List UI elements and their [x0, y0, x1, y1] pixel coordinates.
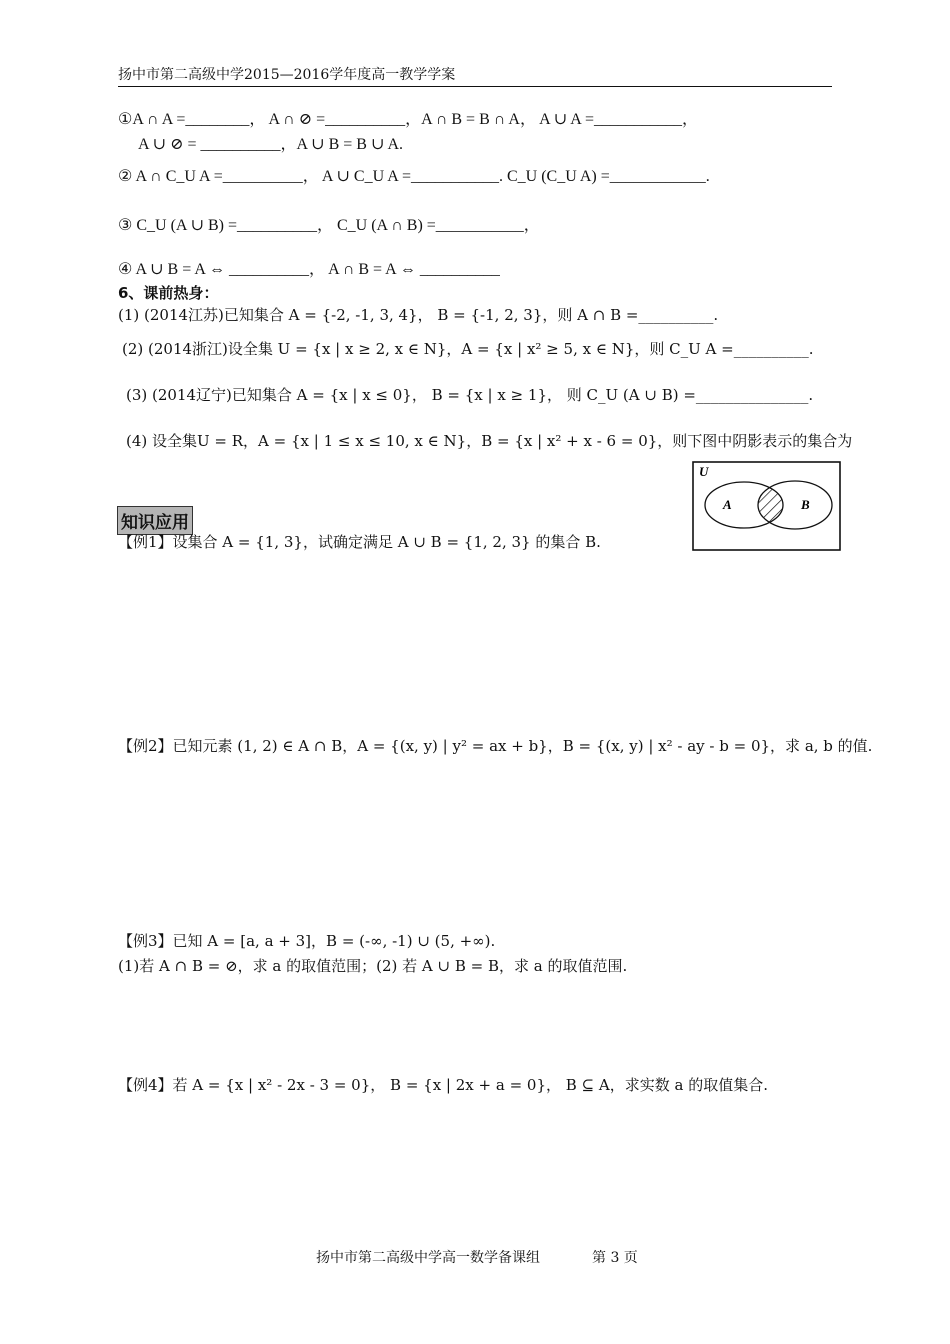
set-a-label: A	[723, 497, 732, 512]
footer-group: 扬中市第二高级中学高一数学备课组	[316, 1250, 540, 1266]
universe-label: U	[699, 464, 709, 479]
example-2: 【例2】已知元素 (1, 2) ∈ A ∩ B，A = {(x, y) | y² = ax + b}，B = {(x, y) | x² - ay - b = 0}，求 a, b 的值.	[118, 737, 873, 755]
header-rule	[118, 86, 832, 87]
formula-row-2: ② A ∩ C_U A =__________， A ∪ C_U A =___________. C_U (C_U A) =____________.	[118, 168, 710, 185]
example-4: 【例4】若 A = {x | x² - 2x - 3 = 0}， B = {x | 2x + a = 0}， B ⊆ A，求实数 a 的取值集合.	[118, 1076, 768, 1094]
warmup-question-4: (4) 设全集U = R，A = {x | 1 ≤ x ≤ 10, x ∈ N}，B = {x | x² + x - 6 = 0}，则下图中阴影表示的集合为	[126, 432, 853, 450]
example-1: 【例1】设集合 A = {1, 3}，试确定满足 A ∪ B = {1, 2, 3} 的集合 B.	[118, 533, 601, 551]
page-number: 第 3 页	[592, 1250, 638, 1266]
formula-row-1: ①A ∩ A =________， A ∩ ⊘ =__________，A ∩ B = B ∩ A， A ∪ A =___________，	[118, 111, 698, 128]
formula-row-1b: A ∪ ⊘ = __________，A ∪ B = B ∪ A.	[138, 136, 404, 153]
formula-row-3: ③ C_U (A ∪ B) =__________， C_U (A ∩ B) =___________，	[118, 217, 540, 234]
warmup-question-2: (2) (2014浙江)设全集 U = {x | x ≥ 2, x ∈ N}，A = {x | x² ≥ 5, x ∈ N}，则 C_U A =__________.	[122, 340, 814, 358]
warmup-question-3: (3) (2014辽宁)已知集合 A = {x | x ≤ 0}， B = {x | x ≥ 1}， 则 C_U (A ∪ B) =_______________.	[126, 386, 814, 404]
page-header: 扬中市第二高级中学2015—2016学年度高一教学学案	[118, 67, 456, 83]
formula-row-4: ④ A ∪ B = A ⇔ __________， A ∩ B = A ⇔ __________	[118, 261, 500, 278]
venn-diagram	[692, 460, 842, 552]
warmup-question-1: (1) (2014江苏)已知集合 A = {-2, -1, 3, 4}， B = {-1, 2, 3}，则 A ∩ B =__________.	[118, 306, 719, 324]
warmup-heading: 6、课前热身：	[118, 284, 219, 302]
example-3-parts: (1)若 A ∩ B = ⊘，求 a 的取值范围；(2) 若 A ∪ B = B，求 a 的取值范围.	[118, 957, 628, 975]
set-b-label: B	[801, 497, 810, 512]
example-3: 【例3】已知 A = [a, a + 3]，B = (-∞, -1) ∪ (5, +∞).	[118, 932, 496, 950]
section-title: 知识应用	[117, 506, 193, 535]
